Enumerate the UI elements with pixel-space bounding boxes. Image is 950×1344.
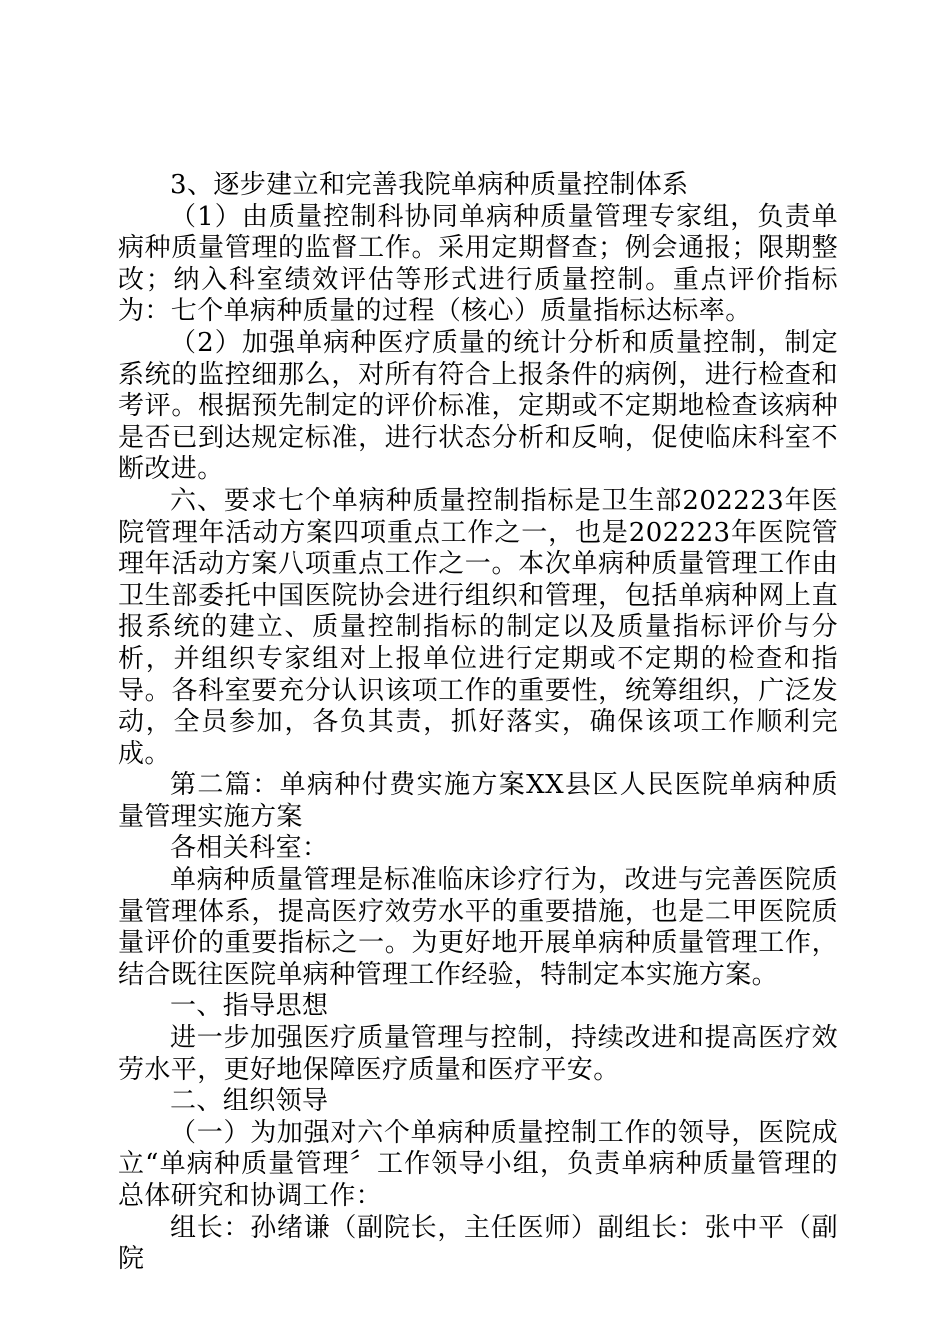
document-body — [118, 170, 838, 1276]
paragraph-heading-organization: 二、组织领导 — [170, 1086, 329, 1117]
paragraph-section-3-heading: 3、逐步建立和完善我院单病种质量控制体系 — [170, 170, 689, 200]
paragraph-organization-item-1: （一）为加强对六个单病种质量控制工作的领导，医院成立“单病种质量管理〞工作领导小组，负责单病种质量管理的总体研究和协调工作： — [118, 1117, 838, 1211]
paragraph-item-2: （2）加强单病种医疗质量的统计分析和质量控制，制定系统的监控细那么，对所有符合上报条件的病例，进行检查和考评。根据预先制定的评价标准，定期或不定期地检查该病种是否已到达规定标准，进行状态分析和反响，促使临床科室不断改进。 — [118, 327, 838, 485]
paragraph-heading-guiding-ideology: 一、指导思想 — [170, 991, 329, 1022]
paragraph-item-1: （1）由质量控制科协同单病种质量管理专家组，负责单病种质量管理的监督工作。采用定期督查；例会通报；限期整改；纳入科室绩效评估等形式进行质量控制。重点评价指标为：七个单病种质量的过程（核心）质量指标达标率。 — [118, 201, 838, 327]
paragraph-section-6: 六、要求七个单病种质量控制指标是卫生部202223年医院管理年活动方案四项重点工作之一，也是202223年医院管理年活动方案八项重点工作之一。本次单病种质量管理工作由卫生部委托中国医院协会进行组织和管理，包括单病种网上直报系统的建立、质量控制指标的制定以及质量指标评价与分析，并组织专家组对上报单位进行定期或不定期的检查和指导。各科室要充分认识该项工作的重要性，统筹组织，广泛发动，全员参加，各负其责，抓好落实，确保该项工作顺利完成。 — [118, 485, 838, 769]
paragraph-chapter-2-title: 第二篇：单病种付费实施方案XX县区人民医院单病种质量管理实施方案 — [118, 770, 838, 832]
paragraph-guiding-ideology: 进一步加强医疗质量管理与控制，持续改进和提高医疗效劳水平，更好地保障医疗质量和医疗平安。 — [118, 1023, 838, 1085]
paragraph-intro: 单病种质量管理是标准临床诊疗行为，改进与完善医院质量管理体系，提高医疗效劳水平的重要措施，也是二甲医院质量评价的重要指标之一。为更好地开展单病种质量管理工作，结合既往医院单病种管理工作经验，特制定本实施方案。 — [118, 865, 838, 990]
paragraph-team-members: 组长：孙绪谦（副院长，主任医师）副组长：张中平（副院 — [118, 1212, 838, 1275]
paragraph-salutation: 各相关科室： — [170, 833, 329, 864]
